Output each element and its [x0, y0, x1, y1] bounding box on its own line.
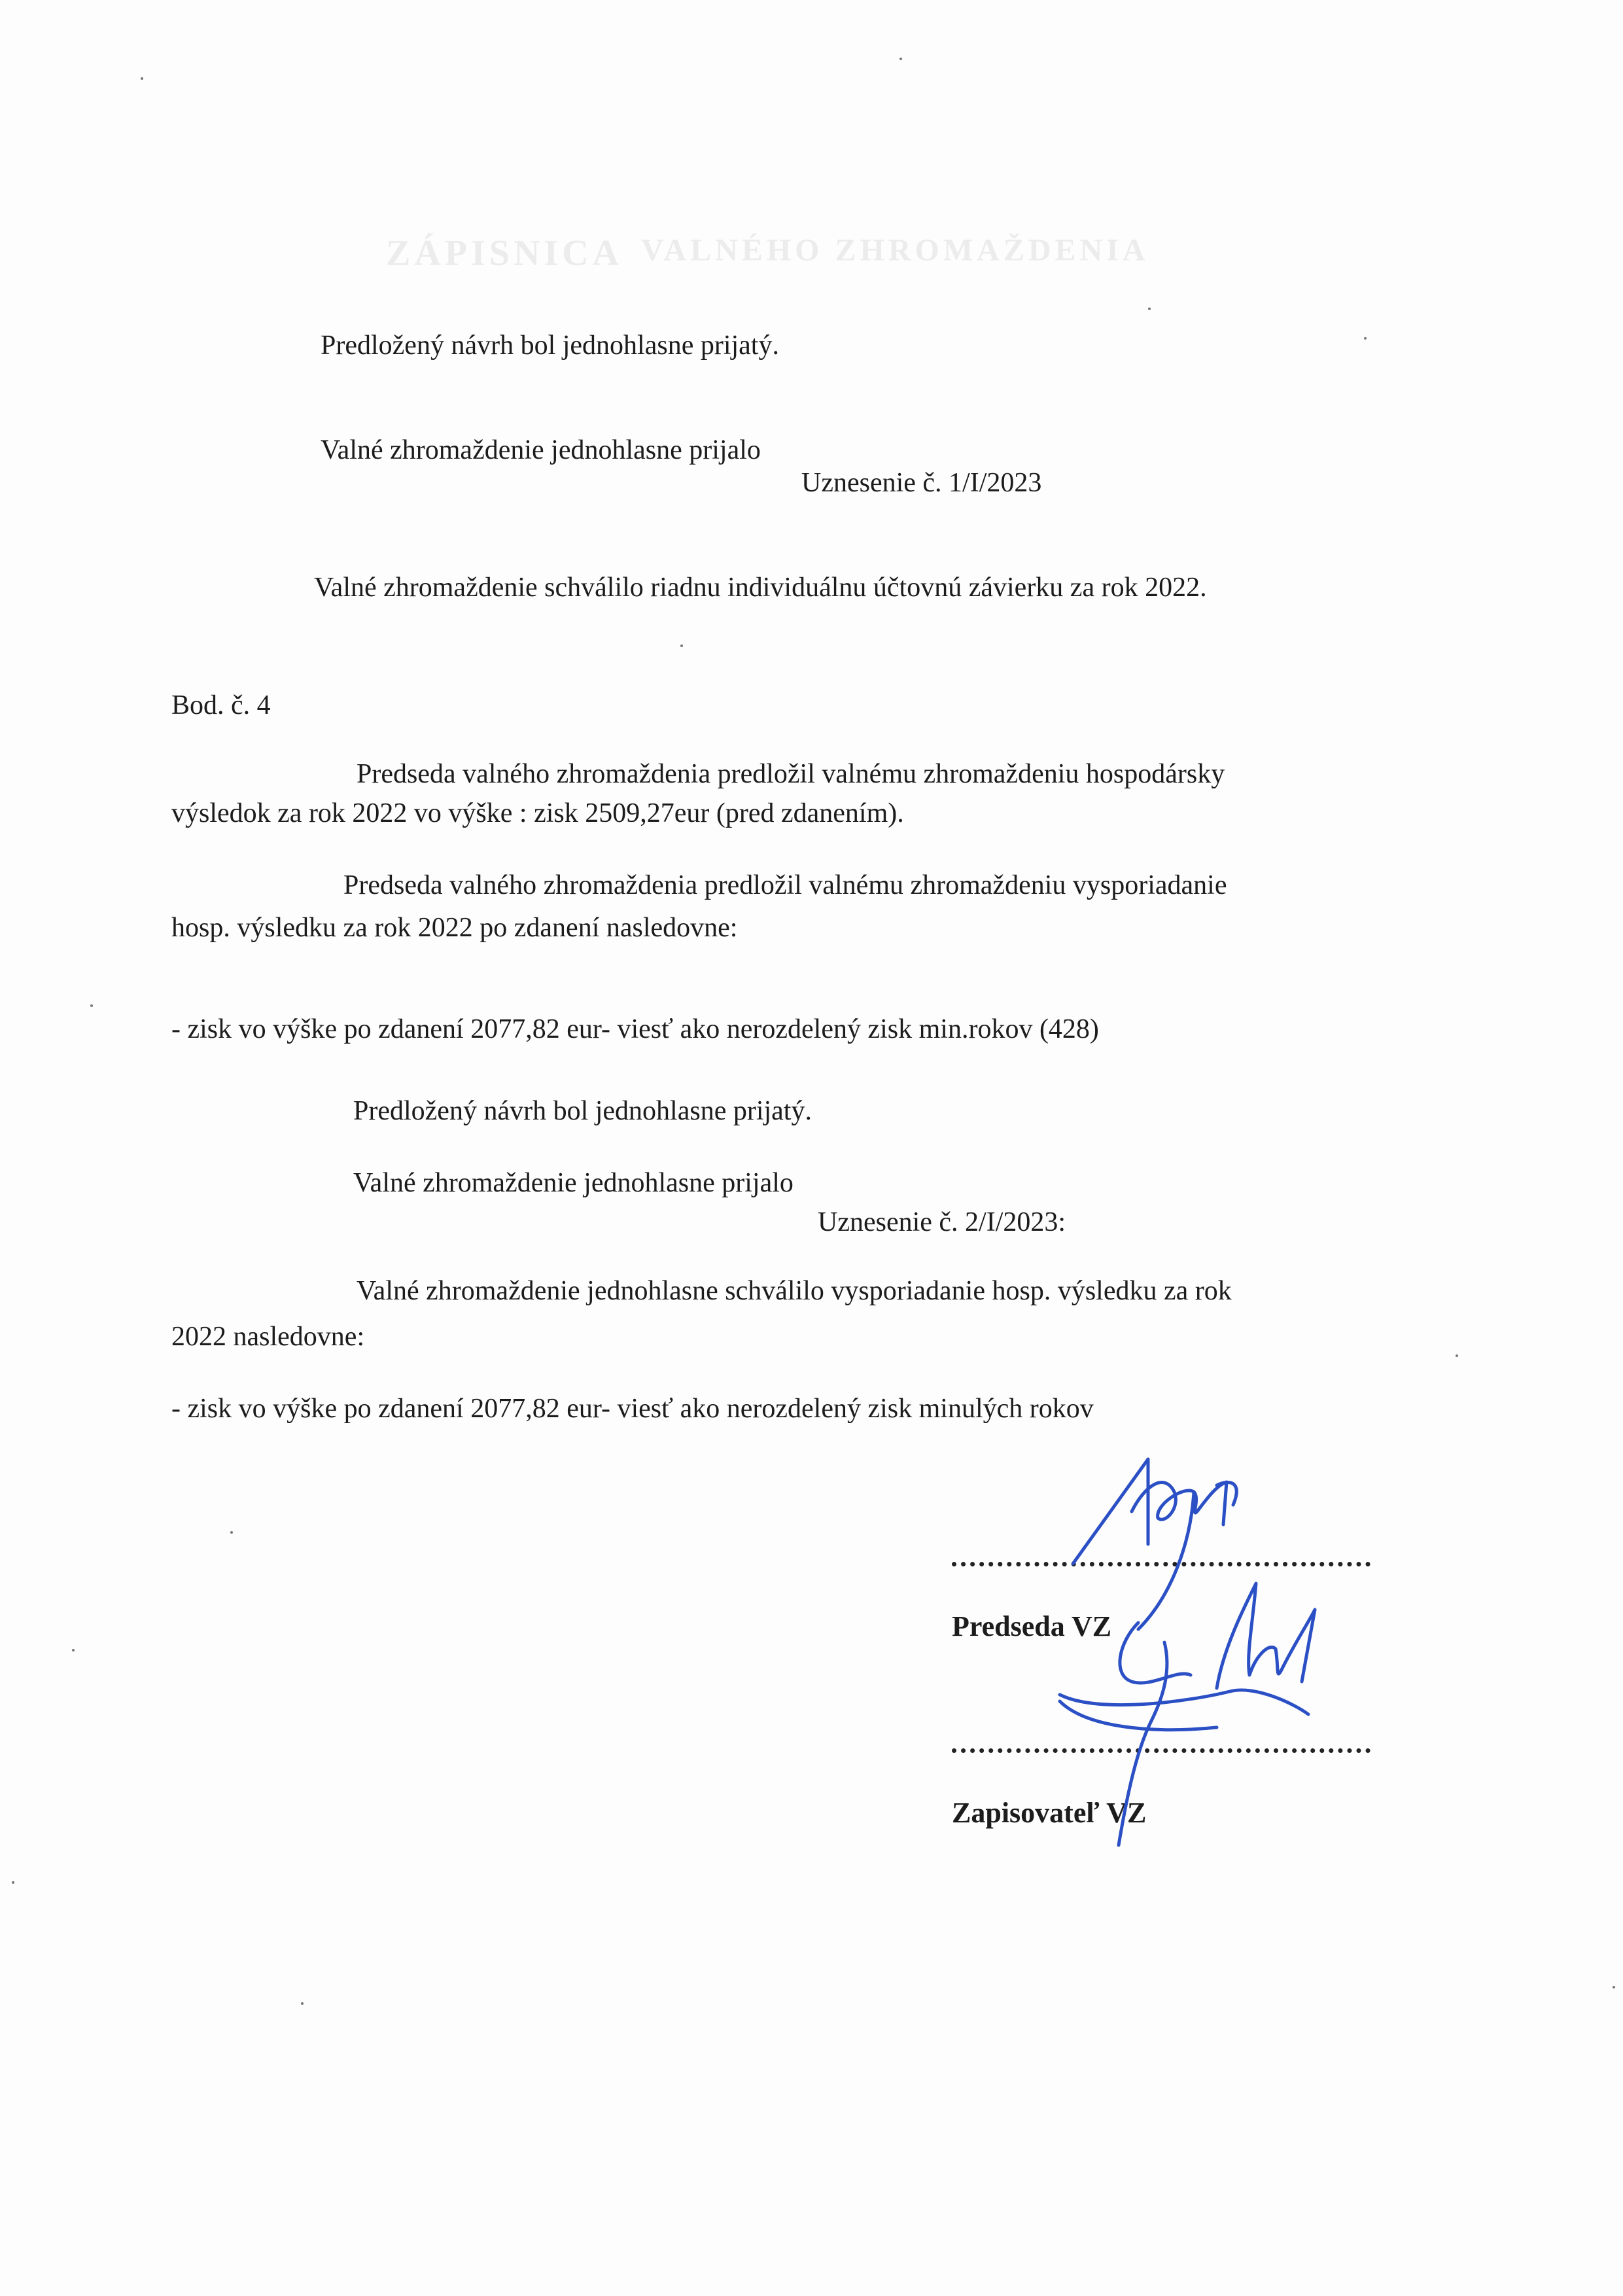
scan-speck [1613, 1986, 1615, 1988]
assembly-adopted-1: Valné zhromaždenie jednohlasne prijalo [321, 435, 761, 465]
recorder-signature-stroke-3 [1060, 1690, 1308, 1714]
scan-speck [90, 1004, 93, 1007]
resolution-1-text: Valné zhromaždenie schválilo riadnu individuálnu účtovnú závierku za rok 2022. [314, 573, 1207, 603]
scan-speck [12, 1881, 14, 1884]
chairman-signature-stroke-2 [1132, 1482, 1227, 1525]
recorder-signature-stroke-1 [1120, 1623, 1191, 1683]
profit-report-line-2: výsledok za rok 2022 vo výške : zisk 2509,27eur (pred zdanením). [171, 798, 904, 828]
scan-speck [1148, 308, 1151, 310]
resolution-2-number: Uznesenie č. 2/I/2023: [818, 1207, 1066, 1237]
chairman-label: Predseda VZ [952, 1610, 1112, 1642]
scan-speck [899, 58, 902, 60]
resolution-2-text-line-2: 2022 nasledovne: [171, 1322, 365, 1352]
resolution-1-number: Uznesenie č. 1/I/2023 [801, 468, 1042, 498]
scan-speck [1364, 337, 1367, 340]
scan-speck [1456, 1354, 1458, 1357]
scan-speck [680, 645, 683, 647]
scan-speck [141, 77, 143, 80]
resolution-2-bullet: - zisk vo výške po zdanení 2077,82 eur- viesť ako nerozdelený zisk minulých rokov [171, 1394, 1094, 1424]
scan-speck [230, 1531, 233, 1534]
recorder-signature-stroke-4 [1217, 1583, 1315, 1688]
recorder-signature [1021, 1570, 1387, 1884]
recorder-signature-stroke-2 [1119, 1642, 1167, 1845]
profit-settlement-line-1: Predseda valného zhromaždenia predložil valnému zhromaždeniu vysporiadanie [343, 870, 1227, 900]
faded-header: ZÁPISNICA [386, 233, 623, 274]
chairman-signature-stroke-1 [1073, 1459, 1148, 1564]
scan-speck [72, 1649, 75, 1651]
recorder-label: Zapisovateľ VZ [952, 1797, 1147, 1829]
assembly-adopted-2: Valné zhromaždenie jednohlasne prijalo [353, 1168, 794, 1198]
profit-settlement-line-2: hosp. výsledku za rok 2022 po zdanení nasledovne: [171, 913, 738, 943]
approval-statement-2: Predložený návrh bol jednohlasne prijatý. [353, 1096, 812, 1126]
agenda-item-4: Bod. č. 4 [171, 690, 271, 720]
resolution-2-text-line-1: Valné zhromaždenie jednohlasne schválilo vysporiadanie hosp. výsledku za rok [357, 1276, 1232, 1306]
profit-report-line-1: Predseda valného zhromaždenia predložil valnému zhromaždeniu hospodársky [357, 759, 1225, 789]
profit-settlement-bullet-1: - zisk vo výške po zdanení 2077,82 eur- viesť ako nerozdelený zisk min.rokov (428) [171, 1014, 1099, 1044]
faded-header-2: VALNÉHO ZHROMAŽDENIA [641, 233, 1149, 268]
approval-statement-1: Predložený návrh bol jednohlasne prijatý. [321, 330, 779, 361]
scan-speck [301, 2002, 304, 2005]
